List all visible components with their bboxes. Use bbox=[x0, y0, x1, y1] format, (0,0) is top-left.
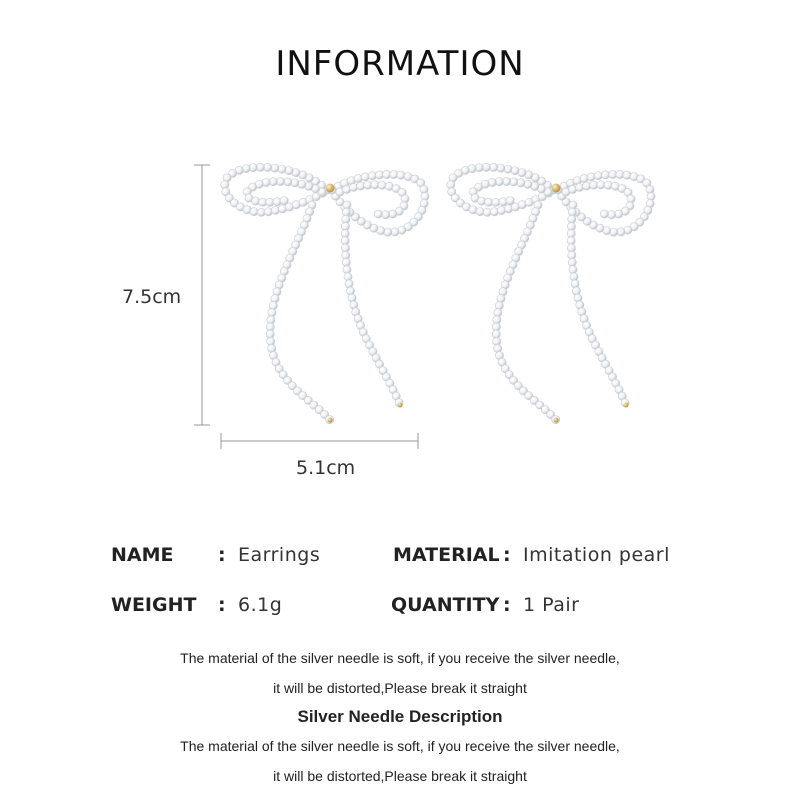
note-line: it will be distorted,Please break it straight bbox=[273, 768, 527, 784]
pearl-bead bbox=[285, 167, 293, 175]
spec-weight-value: 6.1g bbox=[238, 594, 283, 616]
pearl-bead bbox=[382, 211, 390, 219]
pearl-bead bbox=[608, 211, 616, 219]
pearl-bead bbox=[524, 180, 532, 188]
pearl-bead bbox=[600, 210, 608, 218]
width-label: 5.1cm bbox=[296, 457, 356, 479]
spec-quantity-key: QUANTITY bbox=[391, 594, 500, 616]
note-line: The material of the silver needle is soft, if you receive the silver needle, bbox=[180, 738, 620, 754]
pearl-bead bbox=[490, 208, 498, 216]
spec-quantity-value: 1 Pair bbox=[523, 594, 580, 616]
spec-weight-key: WEIGHT bbox=[111, 594, 197, 616]
spec-name-value: Earrings bbox=[238, 544, 321, 566]
note-heading: Silver Needle Description bbox=[297, 707, 503, 726]
pearl-bead bbox=[623, 171, 631, 179]
pearl-bead bbox=[345, 280, 353, 288]
gold-bead bbox=[398, 403, 403, 408]
spec-separator: : bbox=[503, 544, 511, 566]
spec-material-key: MATERIAL bbox=[393, 544, 500, 566]
pearl-bead bbox=[576, 183, 584, 191]
pearl-bead bbox=[268, 309, 276, 317]
page-title: INFORMATION bbox=[275, 44, 525, 84]
earring-left bbox=[221, 163, 429, 424]
note-line: The material of the silver needle is soft, if you receive the silver needle, bbox=[180, 650, 620, 666]
gold-bead bbox=[552, 184, 561, 193]
spec-separator: : bbox=[503, 594, 511, 616]
pearl-bead bbox=[374, 210, 382, 218]
pearl-bead bbox=[494, 309, 502, 317]
pearl-bead bbox=[506, 197, 514, 205]
pearl-bead bbox=[511, 167, 519, 175]
height-label: 7.5cm bbox=[122, 286, 182, 308]
gold-bead bbox=[624, 403, 629, 408]
gold-bead bbox=[554, 418, 559, 423]
spec-material-value: Imitation pearl bbox=[523, 544, 670, 566]
pearl-bead bbox=[368, 172, 376, 180]
gold-bead bbox=[328, 418, 333, 423]
pearl-bead bbox=[397, 171, 405, 179]
width-dimension-line bbox=[221, 433, 418, 449]
pearl-bead bbox=[594, 172, 602, 180]
earring-right bbox=[447, 163, 655, 424]
spec-separator: : bbox=[218, 594, 226, 616]
pearl-bead bbox=[298, 180, 306, 188]
gold-bead bbox=[326, 184, 335, 193]
height-dimension-line bbox=[194, 165, 210, 425]
pearl-bead bbox=[571, 280, 579, 288]
pearl-bead bbox=[264, 208, 272, 216]
pearl-bead bbox=[350, 183, 358, 191]
note-line: it will be distorted,Please break it straight bbox=[273, 680, 527, 696]
spec-separator: : bbox=[218, 544, 226, 566]
spec-name-key: NAME bbox=[111, 544, 174, 566]
pearl-bead bbox=[280, 197, 288, 205]
